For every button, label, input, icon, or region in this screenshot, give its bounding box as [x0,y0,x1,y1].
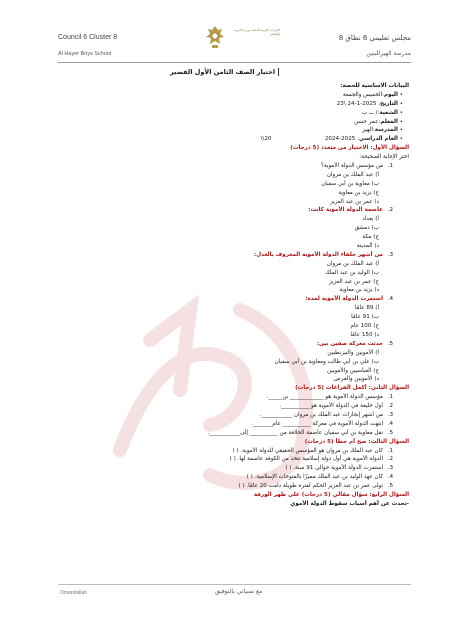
q1-option: ب) دمشق [354,225,379,232]
info-row: • العام الدراسي: 2025-2024 20\\ [260,136,403,143]
footer-note: مع تمنياتي بالتوفيق [215,588,263,595]
header-divider [58,62,411,63]
q1-option: ب) الوليد بن عبد الملك [325,269,379,276]
q1-option: د) الأمويين والفرس [333,376,379,383]
exam-content [60,82,409,509]
total-score: 20\\ [260,136,272,143]
q1-option: أ) الأمويين والبيزنطيين [327,349,379,356]
q1-option: ج) مكة [362,234,379,241]
q4-heading: السؤال الرابع: سؤال مقالي (5 درجات) على ظهر الورقة [253,491,409,498]
basic-info-heading: البيانات الاساسية للحصة: [340,83,409,89]
q3-item: 1.كان عبد الملك بن مروان هو المؤسس الحقيقي للدولة الأموية. ( ) [232,447,393,454]
q1-item: 5.حدثت معركة صفين بين: [316,340,393,347]
q2-item: 3.من أشهر إنجازات عبد الملك بن مروان ___________. [259,411,393,418]
council-title: Council 6 Cluster 8 [58,34,118,41]
q2-item: 5.نقل معاوية بن أبي سفيان عاصمة الخلافة من __________ إلى___________. [207,429,393,436]
info-row: • اليوم:الخميس والجمعة [342,91,403,98]
header-left [58,34,168,57]
q1-option: د) عمر بن عبد العزيز [330,198,379,205]
school-name-en: Al Hayer Boys School [58,51,112,57]
q1-option: أ) عبد الملك بن مروان [326,260,379,267]
q1-item: 4.استمرت الدولة الأموية لمدة: [305,296,393,303]
q1-option: ب) 91 عامًا [351,314,379,321]
q1-option: د) 150 عامًا [350,331,379,338]
q3-item: 4.كان عهد الوليد بن عبد الملك مميزًا بالفتوحات الإسلامية. ( ) [246,474,393,481]
q3-heading: السؤال الثالث: صح أم خطأ (5 درجات) [304,438,409,445]
q1-option: أ) 89 عامًا [354,305,379,312]
q1-option: ج) 100 عام [350,323,379,330]
q3-item: 3.استمرت الدولة الأموية حوالي 91 سنة. ( ) [285,465,393,472]
q3-item: 2.الدولة الأموية هي أول دولة إسلامية تتخذ من الكوفة عاصمة لها. ( ) [229,456,393,463]
uae-emblem-icon [204,24,226,50]
q1-item: 3.من أشهر خلفاء الدولة الأموية المعروف بالعدل: [254,251,393,258]
info-row: • التاريخ: 2025-1-24 \23 [336,100,403,107]
q2-item: 4.انتهت الدولة الأموية في معركة __________ عام_______. [251,420,393,427]
q2-item: 2.أول خليفة في الدولة الأموية هو __________. [279,403,393,410]
q2-item: 1.مؤسس الدولة الأموية هو ____________ بن_____. [266,394,393,401]
q1-heading: السؤال الأول: الاختيار من متعدد (5 درجات) [290,145,409,152]
info-row: • المدرسة:الهير [362,127,403,134]
q1-option: ج) عمر بن عبد العزيز [328,278,379,285]
info-row: • الشعبة:/ ـــ ب [361,109,403,116]
footer-signature: Omarstallah [60,590,87,596]
q1-instruction: اختر الإجابة الصحيحة: [359,154,409,161]
q1-option: ج) يزيد بن معاوية [338,189,379,196]
q1-option: أ) عبد الملك بن مروان [326,171,379,178]
info-row: • المعلم:عمر حسن [354,118,403,125]
q1-option: أ) بغداد [362,216,379,223]
q1-item: 1.من مؤسس الدولة الأموية؟ [320,163,393,170]
q1-option: د) المدينة [356,243,379,250]
footer-divider [58,584,411,585]
header-right [301,34,411,57]
q1-item: 2.عاصمة الدولة الأموية كانت: [308,207,393,214]
exam-title: اختبار الصف الثامن الأول القصير [170,68,279,76]
ministry-name: الإمارات العربية المتحدة وزارة التربية والتعليم [233,28,280,36]
school-name-ar: مدرسة الهيرللبنين [366,50,411,57]
q3-item: 5.تولى عمر بن عبد العزيز الحكم لفترة طويلة دامت 20 عامًا. ( ) [238,483,393,490]
council-title-ar: مجلس تعليمي 6 نطاق 8 [338,34,411,42]
q1-option: د) يزيد بن معاوية [339,287,379,294]
q1-option: ب) علي بن أبي طالب ومعاوية بن أبي سفيان [274,358,379,365]
q4-prompt: -تحدث عن أهم أسباب سقوط الدولة الأموي [290,500,409,507]
q1-option: ب) معاوية بن أبي سفيان [321,180,379,187]
q1-option: ج) العباسيين والأمويين [327,367,379,374]
q2-heading: السؤال الثاني: أكمل الفراغات (5 درجات) [295,385,409,392]
